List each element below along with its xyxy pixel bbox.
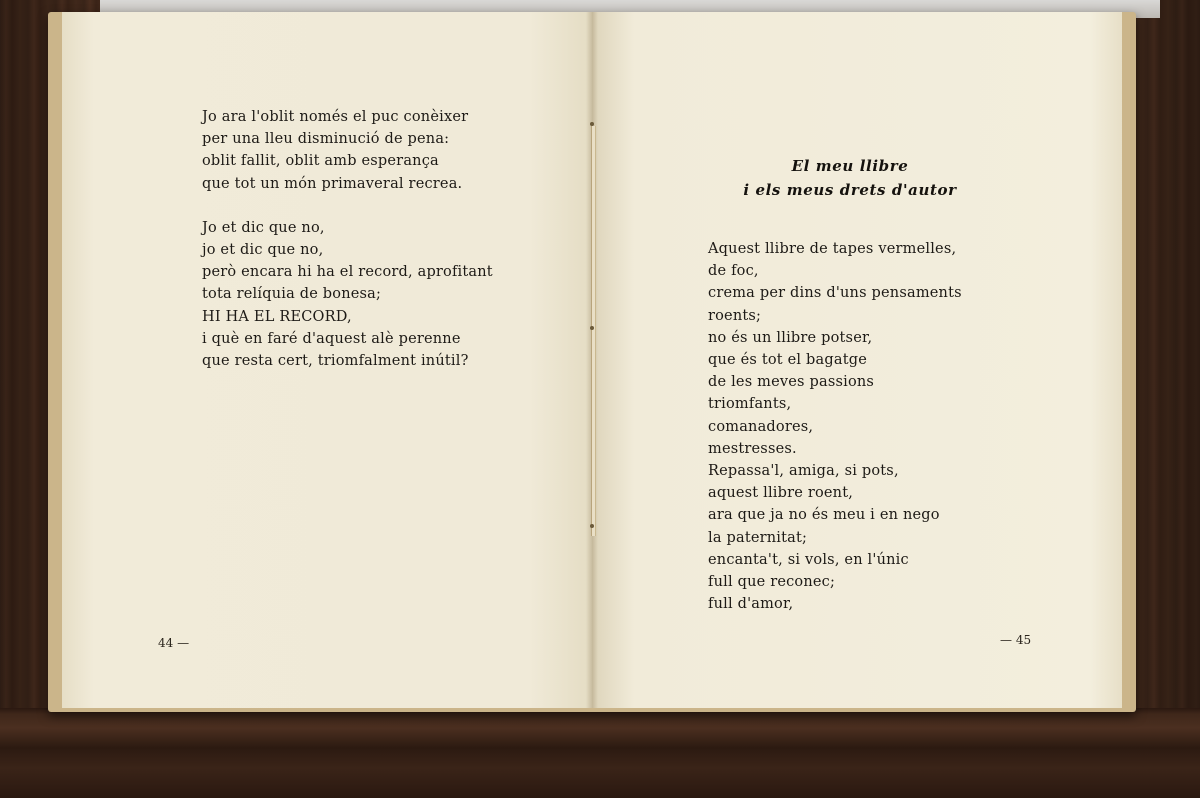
poem-line: roents; xyxy=(708,307,762,324)
poem-title-line-2: i els meus drets d'autor xyxy=(743,181,957,199)
poem-line: però encara hi ha el record, aprofitant xyxy=(202,264,493,281)
poem-line: mestresses. xyxy=(708,440,797,457)
binding-stitch xyxy=(590,122,594,126)
poem-line: tota relíquia de bonesa; xyxy=(202,286,382,303)
poem-line: de foc, xyxy=(708,263,759,280)
poem-line: oblit fallit, oblit amb esperança xyxy=(202,153,439,170)
poem-line: que tot un món primaveral recrea. xyxy=(202,175,463,192)
poem-line: full que reconec; xyxy=(708,574,836,591)
left-page-number: 44 — xyxy=(158,636,190,650)
poem-line: de les meves passions xyxy=(708,374,875,391)
poem-line: Aquest llibre de tapes vermelles, xyxy=(708,241,957,257)
poem-line: i què en faré d'aquest alè perenne xyxy=(202,330,461,347)
poem-line: Jo ara l'oblit només el puc conèixer xyxy=(202,109,469,125)
poem-line: HI HA EL RECORD, xyxy=(202,308,352,325)
poem-line: full d'amor, xyxy=(708,596,794,613)
poem-line: no és un llibre potser, xyxy=(708,329,873,346)
binding-thread xyxy=(591,126,596,536)
poem-title-line-1: El meu llibre xyxy=(791,157,909,175)
right-page-poem xyxy=(708,238,962,615)
poem-line: jo et dic que no, xyxy=(202,242,324,259)
poem-line: Jo et dic que no, xyxy=(202,219,325,236)
poem-line: aquest llibre roent, xyxy=(708,485,854,502)
poem-line: que resta cert, triomfalment inútil? xyxy=(202,353,469,370)
wooden-ledge xyxy=(0,708,1200,798)
poem-line: encanta't, si vols, en l'únic xyxy=(708,551,909,568)
right-page-number: — 45 xyxy=(1000,633,1032,647)
poem-line: que és tot el bagatge xyxy=(708,352,868,369)
left-page-poem xyxy=(202,106,493,372)
poem-line: crema per dins d'uns pensaments xyxy=(708,285,962,302)
poem-line: la paternitat; xyxy=(708,529,808,546)
poem-line: triomfants, xyxy=(708,396,792,413)
poem-line: per una lleu disminució de pena: xyxy=(202,131,450,148)
poem-line: Repassa'l, amiga, si pots, xyxy=(708,463,899,480)
poem-line: comanadores, xyxy=(708,418,814,435)
stanza-break xyxy=(202,195,493,217)
binding-stitch xyxy=(590,326,594,330)
poem-line: ara que ja no és meu i en nego xyxy=(708,507,940,524)
binding-stitch xyxy=(590,524,594,528)
